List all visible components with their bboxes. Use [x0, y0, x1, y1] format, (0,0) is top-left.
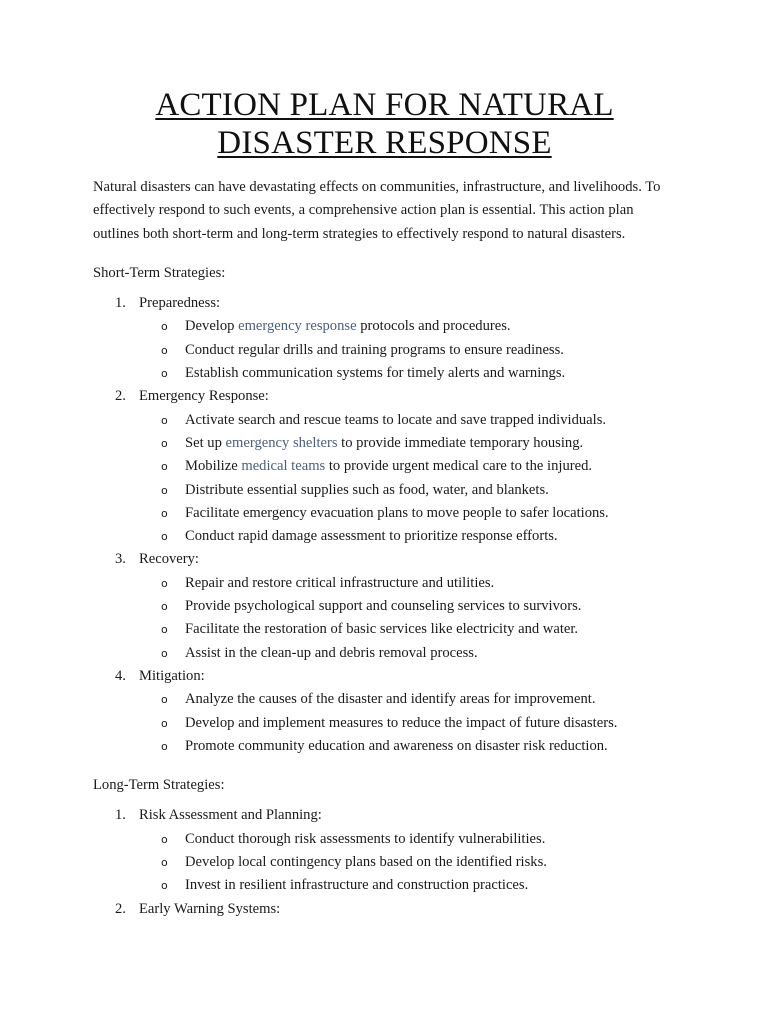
circle-bullet-icon: o	[161, 506, 168, 520]
item-number: 2.	[115, 388, 126, 405]
short-term-list	[93, 292, 676, 758]
strategy-item	[93, 804, 676, 897]
bullet-item	[139, 688, 676, 711]
bullet-text: Facilitate the restoration of basic services like electricity and water.	[185, 621, 579, 638]
bullet-text: Develop and implement measures to reduce the impact of future disasters.	[185, 714, 618, 731]
bullet-text: Assist in the clean-up and debris removal process.	[185, 644, 478, 661]
bullet-text-tail: to provide urgent medical care to the injured.	[325, 458, 593, 475]
bullet-item	[139, 315, 676, 338]
bullet-list	[139, 315, 676, 385]
bullet-text: Invest in resilient infrastructure and construction practices.	[185, 877, 529, 894]
strategy-item	[93, 898, 676, 921]
circle-bullet-icon: o	[161, 367, 168, 381]
document-title	[93, 86, 676, 162]
bullet-text: Promote community education and awareness on disaster risk reduction.	[185, 737, 608, 754]
bullet-text: Distribute essential supplies such as food, water, and blankets.	[185, 481, 549, 498]
bullet-text: Develop local contingency plans based on the identified risks.	[185, 854, 547, 871]
circle-bullet-icon: o	[161, 343, 168, 357]
item-number: 3.	[115, 551, 126, 568]
circle-bullet-icon: o	[161, 716, 168, 730]
circle-bullet-icon: o	[161, 693, 168, 707]
bullet-text: Establish communication systems for timely alerts and warnings.	[185, 365, 566, 382]
bullet-item	[139, 502, 676, 525]
bullet-text: Repair and restore critical infrastructure and utilities.	[185, 574, 495, 591]
circle-bullet-icon: o	[161, 413, 168, 427]
bullet-item	[139, 339, 676, 362]
bullet-item	[139, 735, 676, 758]
strategy-item	[93, 385, 676, 548]
bullet-text-tail: to provide immediate temporary housing.	[337, 434, 584, 451]
bullet-list	[139, 572, 676, 665]
item-number: 1.	[115, 295, 126, 312]
item-label: Risk Assessment and Planning:	[139, 807, 322, 824]
bullet-text: Facilitate emergency evacuation plans to move people to safer locations.	[185, 504, 609, 521]
bullet-text: Set up	[185, 434, 226, 451]
bullet-item	[139, 409, 676, 432]
strategy-item	[93, 548, 676, 664]
bullet-list	[139, 409, 676, 549]
bullet-item	[139, 455, 676, 478]
bullet-item	[139, 595, 676, 618]
strategy-item	[93, 665, 676, 758]
keyword-link[interactable]: emergency response	[238, 318, 357, 335]
circle-bullet-icon: o	[161, 600, 168, 614]
keyword-link[interactable]: medical teams	[241, 458, 326, 475]
bullet-text: Conduct thorough risk assessments to identify vulnerabilities.	[185, 830, 546, 847]
item-label: Recovery:	[139, 551, 199, 568]
bullet-list	[139, 828, 676, 898]
bullet-item	[139, 525, 676, 548]
bullet-item	[139, 642, 676, 665]
bullet-text: Conduct regular drills and training programs to ensure readiness.	[185, 341, 564, 358]
short-term-heading: Short-Term Strategies:	[93, 264, 226, 281]
bullet-text-tail: protocols and procedures.	[356, 318, 511, 335]
circle-bullet-icon: o	[161, 576, 168, 590]
item-number: 2.	[115, 900, 126, 917]
circle-bullet-icon: o	[161, 879, 168, 893]
circle-bullet-icon: o	[161, 320, 168, 334]
bullet-item	[139, 828, 676, 851]
circle-bullet-icon: o	[161, 832, 168, 846]
keyword-link[interactable]: emergency shelters	[225, 434, 338, 451]
item-label: Emergency Response:	[139, 388, 269, 405]
bullet-text: Mobilize	[185, 458, 242, 475]
bullet-item	[139, 362, 676, 385]
title-line-1: ACTION PLAN FOR NATURAL	[155, 87, 614, 123]
item-label: Preparedness:	[139, 295, 221, 312]
item-label: Early Warning Systems:	[139, 900, 281, 917]
circle-bullet-icon: o	[161, 623, 168, 637]
title-line-2: DISASTER RESPONSE	[217, 125, 552, 161]
item-number: 4.	[115, 667, 126, 684]
bullet-list	[139, 688, 676, 758]
bullet-text: Activate search and rescue teams to locate and save trapped individuals.	[185, 411, 607, 428]
bullet-item	[139, 432, 676, 455]
circle-bullet-icon: o	[161, 436, 168, 450]
bullet-text: Analyze the causes of the disaster and identify areas for improvement.	[185, 691, 596, 708]
bullet-text: Conduct rapid damage assessment to prioritize response efforts.	[185, 528, 558, 545]
bullet-item	[139, 712, 676, 735]
bullet-text: Provide psychological support and counseling services to survivors.	[185, 598, 582, 615]
bullet-item	[139, 874, 676, 897]
item-label: Mitigation:	[139, 667, 205, 684]
bullet-item	[139, 851, 676, 874]
bullet-item	[139, 618, 676, 641]
bullet-text: Develop	[185, 318, 239, 335]
strategy-item	[93, 292, 676, 385]
circle-bullet-icon: o	[161, 646, 168, 660]
bullet-item	[139, 572, 676, 595]
circle-bullet-icon: o	[161, 856, 168, 870]
circle-bullet-icon: o	[161, 483, 168, 497]
long-term-list	[93, 804, 676, 920]
circle-bullet-icon: o	[161, 530, 168, 544]
intro-paragraph: Natural disasters can have devastating effects on communities, infrastructure, and livelihoods. To effectively respond to such events, a comprehensive action plan is essential. This action plan outlines both short-term and long-term strategies to effectively respond to natural disasters.	[93, 179, 661, 242]
long-term-heading: Long-Term Strategies:	[93, 777, 225, 794]
circle-bullet-icon: o	[161, 460, 168, 474]
item-number: 1.	[115, 807, 126, 824]
circle-bullet-icon: o	[161, 739, 168, 753]
bullet-item	[139, 479, 676, 502]
